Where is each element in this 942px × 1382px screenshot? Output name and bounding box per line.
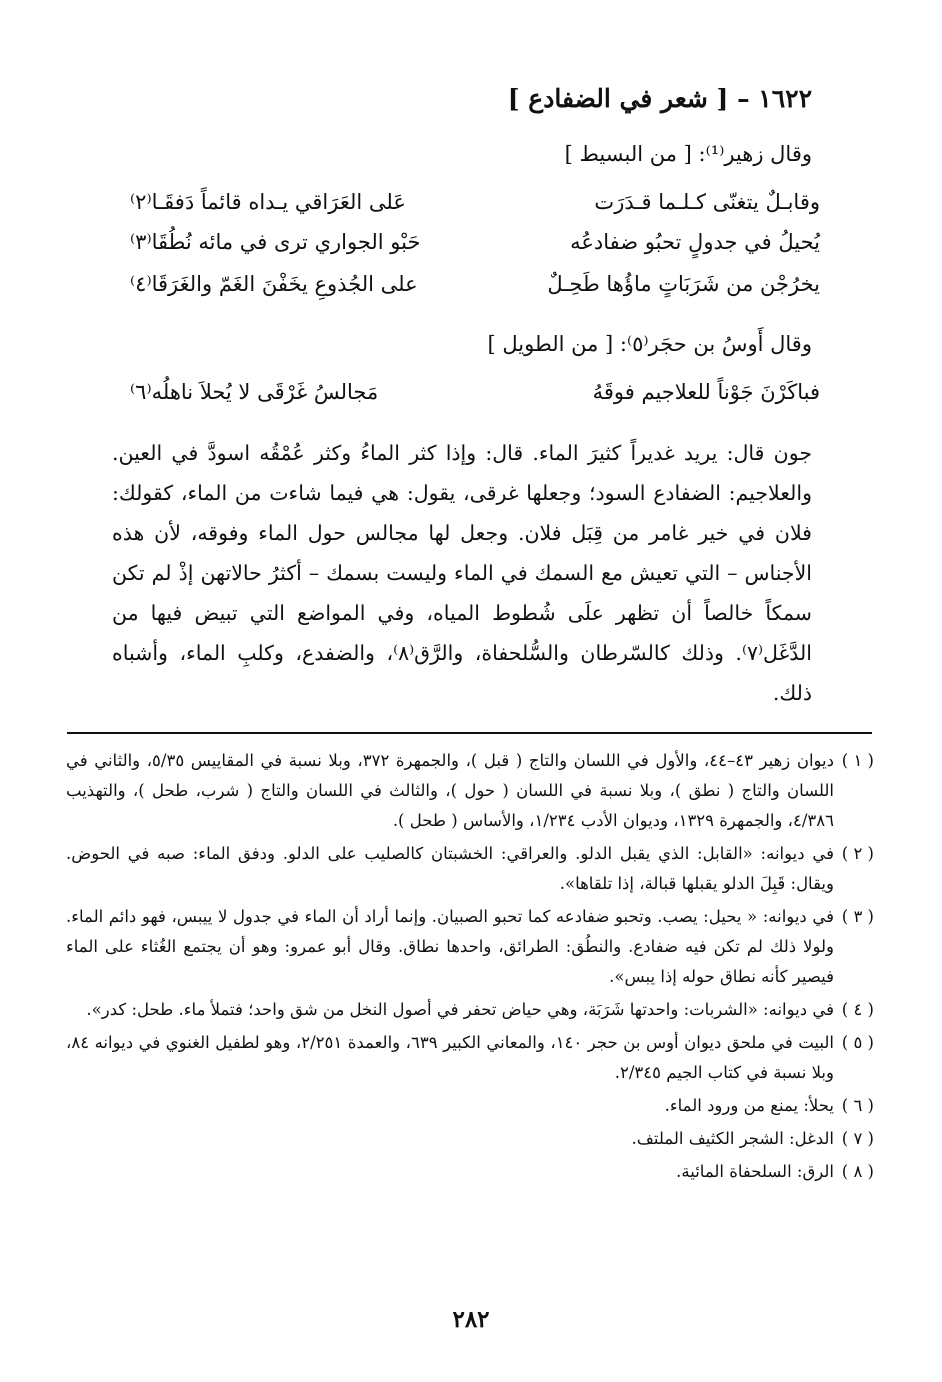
footnote-text: ديوان زهير ٤٣–٤٤، والأول في اللسان والتاج ( قبل )، والجمهرة ٣٧٢، وبلا نسبة في المقاييس ٥/٣٥، والثاني في اللسان والتاج ( نطق )، وبلا نسبة في اللسان ( حول )، والثالث في اللسان والتاج ( شرب، طحل )، والتهذيب ٤/٣٨٦، والجمهرة ١٣٢٩، وديوان الأدب ١/٢٣٤، والأساس ( طحل ).: [66, 751, 834, 830]
commentary-paragraph: جون قال: يريد غديراً كثيرَ الماء. قال: وإذا كثر الماءُ وكثر عُمْقُه اسودَّ في العين. والعلاجيم: الضفادع السود؛ وجعلها غرقى، يقول: هي فيما شاءت من الماء، كقولك: فلان في خير غامر من قِبَل فلان. وجعل لها مجالس حول الماء وفوقه، لأن هذه الأجناس – التي تعيش مع السمك في الماء وليست بسمك – أكثرُ حالاتهن إذْ لم تكن سمكاً خالصاً أن تظهر علَى شُطوط المياه، وفي المواضع التي تبيض فيها من الدَّغَل⁽٧⁾. وذلك كالسّرطان والسُّلحفاة، والرَّق⁽٨⁾، والضفدع، وكلبِ الماء، وأشباه ذلك.: [112, 441, 812, 705]
poem-intro-aws: وقال أَوسُ بن حجَر⁽٥⁾: [ من الطويل ]: [487, 332, 812, 356]
footnote-number: ( ٦ ): [841, 1096, 874, 1115]
footnote-item: [66, 1091, 874, 1121]
page-number: ٢٨٢: [452, 1306, 490, 1333]
verse-first-hemistich: يُحيلُ في جدولٍ تحبُو ضفادعُه: [570, 230, 820, 254]
verse-line: [130, 380, 820, 420]
verse-first-hemistich: يخرُجْن من شَرَبَاتٍ ماؤُها طَحِـلٌ: [547, 272, 820, 296]
footnote-text: الرق: السلحفاة المائية.: [676, 1162, 834, 1181]
footnote-item: [66, 746, 874, 836]
footnote-number: ( ٥ ): [841, 1033, 874, 1052]
footnote-number: ( ٣ ): [841, 907, 874, 926]
footnote-item: [66, 839, 874, 899]
footnote-item: [66, 1028, 874, 1088]
footnote-text: البيت في ملحق ديوان أوس بن حجر ١٤٠، والمعاني الكبير ٦٣٩، والعمدة ٢/٢٥١، وهو لطفيل الغنوي في ديوانه ٨٤، وبلا نسبة في كتاب الجيم ٢/٣٤٥.: [66, 1033, 834, 1082]
verse-line: [130, 272, 820, 312]
verse-line: [130, 230, 820, 270]
footnote-number: ( ٢ ): [841, 844, 874, 863]
verse-second-hemistich: مَجالسُ غَرْقَى لا يُحلاَ ناهلُه⁽٦⁾: [130, 380, 379, 404]
section-heading: ١٦٢٢ – [ شعر في الضفادع ]: [507, 84, 812, 113]
footnote-text: في ديوانه: «القابل: الذي يقبل الدلو. والعراقي: الخشبتان كالصليب على الدلو. ودفق الماء: صبه في الحوض. ويقال: قَبِلَ الدلو يقبلها قبالة، إذا تلقاها».: [66, 844, 834, 893]
footnote-item: [66, 1124, 874, 1154]
footnote-text: في ديوانه: « يحيل: يصب. وتحبو ضفادعه كما تحبو الصبيان. وإنما أراد أن الماء في جدول لا ييبس، فهو دائم الماء. ولولا ذلك لم تكن فيه ضفادع. والنطُق: الطرائق، واحدها نطاق. وقال أبو عمرو: وهو أن يجتمع الغُثاء على الماء فيصير كأنه نطاق حوله إذا يبس».: [66, 907, 834, 986]
verse-line: [130, 190, 820, 230]
footnote-item: [66, 995, 874, 1025]
footnote-text: يحلأ: يمنع من ورود الماء.: [664, 1096, 834, 1115]
footnote-divider: [67, 732, 872, 734]
footnote-text: في ديوانه: «الشربات: واحدتها شَرَبَة، وهي حياض تحفر في أصول النخل من شق واحد؛ فتملأ ماء. طحل: كدر».: [86, 1000, 834, 1019]
poem-intro-zuhair: وقال زهير⁽¹⁾: [ من البسيط ]: [564, 142, 812, 166]
verse-second-hemistich: على الجُذوعِ يخَفْنَ الغَمّ والغَرَقَا⁽٤⁾: [130, 272, 418, 296]
verse-first-hemistich: فباكَرْنَ جَوْناً للعلاجيم فوقَهُ: [592, 380, 820, 404]
footnote-number: ( ٤ ): [841, 1000, 874, 1019]
footnote-number: ( ١ ): [841, 751, 874, 770]
verse-second-hemistich: حَبْو الجواري ترى في مائه نُطُقَا⁽٣⁾: [130, 230, 421, 254]
footnotes: [66, 746, 874, 1190]
footnote-text: الدغل: الشجر الكثيف الملتف.: [631, 1129, 834, 1148]
footnote-number: ( ٨ ): [841, 1162, 874, 1181]
footnote-item: [66, 1157, 874, 1187]
footnote-item: [66, 902, 874, 992]
verse-first-hemistich: وقابـلٌ يتغنّى كـلـما قـدَرَت: [594, 190, 820, 214]
verse-second-hemistich: عَلى العَرَاقي يـداه قائماً دَفقَـا⁽٢⁾: [130, 190, 406, 214]
footnote-number: ( ٧ ): [841, 1129, 874, 1148]
